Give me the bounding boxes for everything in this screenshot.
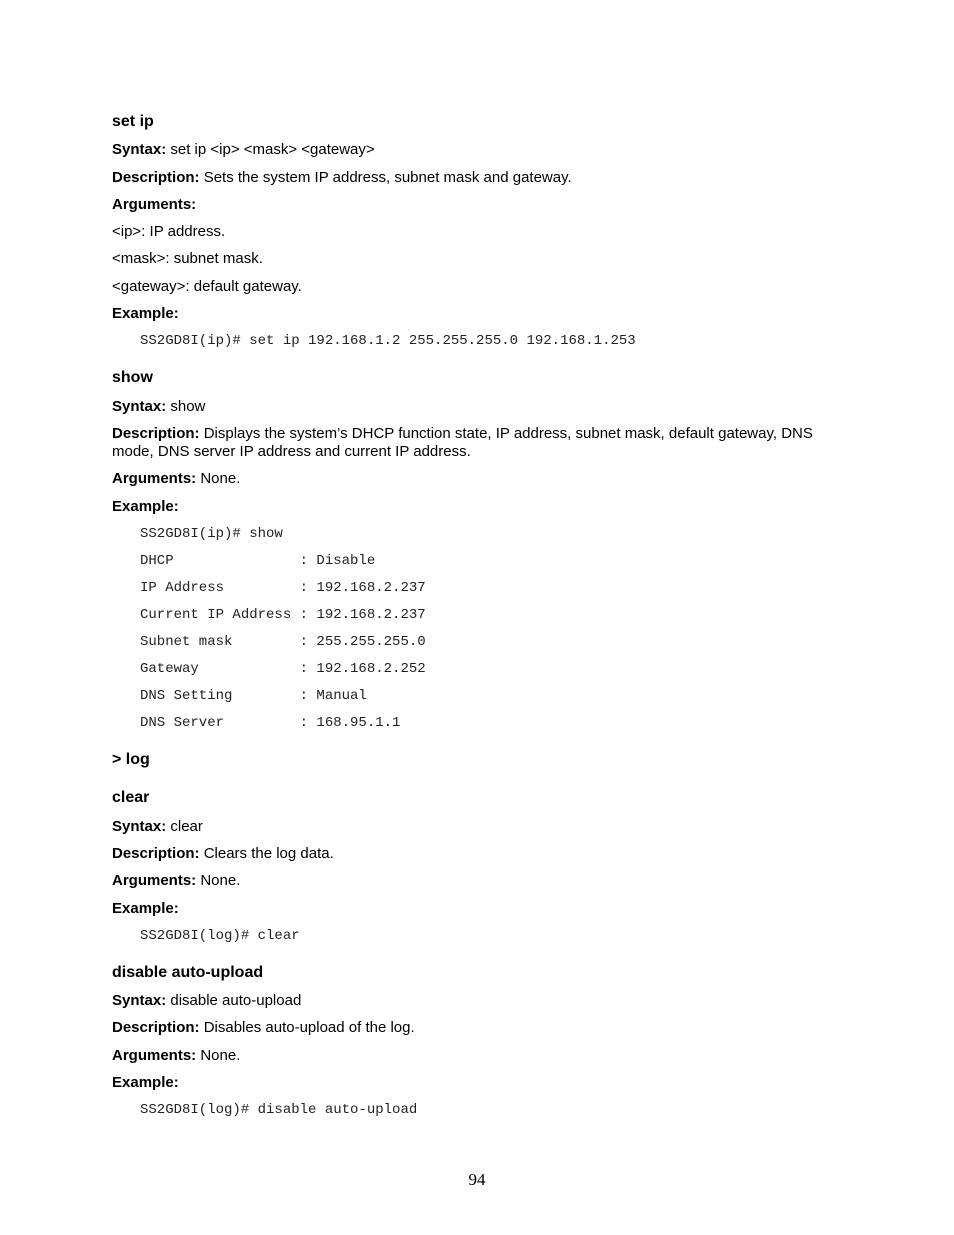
description-value: Clears the log data. — [203, 845, 334, 862]
clear-example-code: SS2GD8I(log)# clear — [140, 928, 300, 944]
description-label: Description: — [112, 845, 200, 862]
show-example-line: DHCP : Disable — [140, 553, 376, 569]
show-example-line: Current IP Address : 192.168.2.237 — [140, 607, 426, 623]
section-heading-disable-auto-upload: disable auto-upload — [112, 964, 264, 981]
syntax-value: clear — [170, 818, 203, 835]
arguments-value: None. — [200, 872, 241, 889]
set-ip-arg-gateway: <gateway>: default gateway. — [112, 278, 302, 295]
clear-arguments — [112, 872, 240, 890]
description-label: Description: — [112, 1019, 200, 1036]
arguments-label: Arguments: — [112, 872, 197, 889]
description-label: Description: — [112, 425, 200, 442]
section-heading-clear: clear — [112, 789, 150, 806]
section-heading-set-ip: set ip — [112, 113, 154, 130]
clear-syntax — [112, 818, 203, 836]
page-number: 94 — [468, 1170, 486, 1189]
section-heading-show: show — [112, 369, 153, 386]
show-example-line: Subnet mask : 255.255.255.0 — [140, 634, 426, 650]
arguments-label: Arguments: — [112, 470, 197, 487]
show-syntax — [112, 398, 205, 416]
set-ip-arg-ip: <ip>: IP address. — [112, 223, 226, 240]
disable-auto-upload-description — [112, 1019, 415, 1037]
clear-description — [112, 845, 334, 863]
set-ip-example-label: Example: — [112, 305, 179, 322]
syntax-value: set ip <ip> <mask> <gateway> — [170, 141, 375, 158]
show-example-label: Example: — [112, 498, 179, 515]
disable-auto-upload-example-label: Example: — [112, 1074, 179, 1091]
show-example-line: SS2GD8I(ip)# show — [140, 526, 283, 542]
show-example-line: Gateway : 192.168.2.252 — [140, 661, 426, 677]
disable-auto-upload-example-code: SS2GD8I(log)# disable auto-upload — [140, 1102, 418, 1118]
syntax-label: Syntax: — [112, 398, 167, 415]
syntax-label: Syntax: — [112, 992, 167, 1009]
show-arguments — [112, 470, 240, 488]
set-ip-arg-mask: <mask>: subnet mask. — [112, 250, 263, 267]
show-example-line: DNS Setting : Manual — [140, 688, 367, 704]
disable-auto-upload-arguments — [112, 1047, 240, 1065]
arguments-value: None. — [200, 1047, 241, 1064]
arguments-label: Arguments: — [112, 1047, 197, 1064]
syntax-value: show — [170, 398, 206, 415]
description-value: Disables auto-upload of the log. — [203, 1019, 415, 1036]
arguments-value: None. — [200, 470, 241, 487]
disable-auto-upload-syntax — [112, 992, 301, 1010]
set-ip-example-code: SS2GD8I(ip)# set ip 192.168.1.2 255.255.255.0 192.168.1.253 — [140, 333, 636, 349]
section-heading-log: > log — [112, 751, 150, 768]
show-description — [112, 425, 852, 461]
syntax-label: Syntax: — [112, 818, 167, 835]
set-ip-syntax — [112, 141, 375, 159]
description-value: Sets the system IP address, subnet mask and gateway. — [203, 169, 572, 186]
show-example-line: DNS Server : 168.95.1.1 — [140, 715, 401, 731]
set-ip-arguments-label: Arguments: — [112, 196, 197, 213]
set-ip-description — [112, 169, 572, 187]
show-example-line: IP Address : 192.168.2.237 — [140, 580, 426, 596]
clear-example-label: Example: — [112, 900, 179, 917]
syntax-label: Syntax: — [112, 141, 167, 158]
description-label: Description: — [112, 169, 200, 186]
description-value: Displays the system’s DHCP function state, IP address, subnet mask, default gateway, DNS mode, DNS server IP address and current IP address. — [112, 425, 813, 460]
syntax-value: disable auto-upload — [170, 992, 302, 1009]
